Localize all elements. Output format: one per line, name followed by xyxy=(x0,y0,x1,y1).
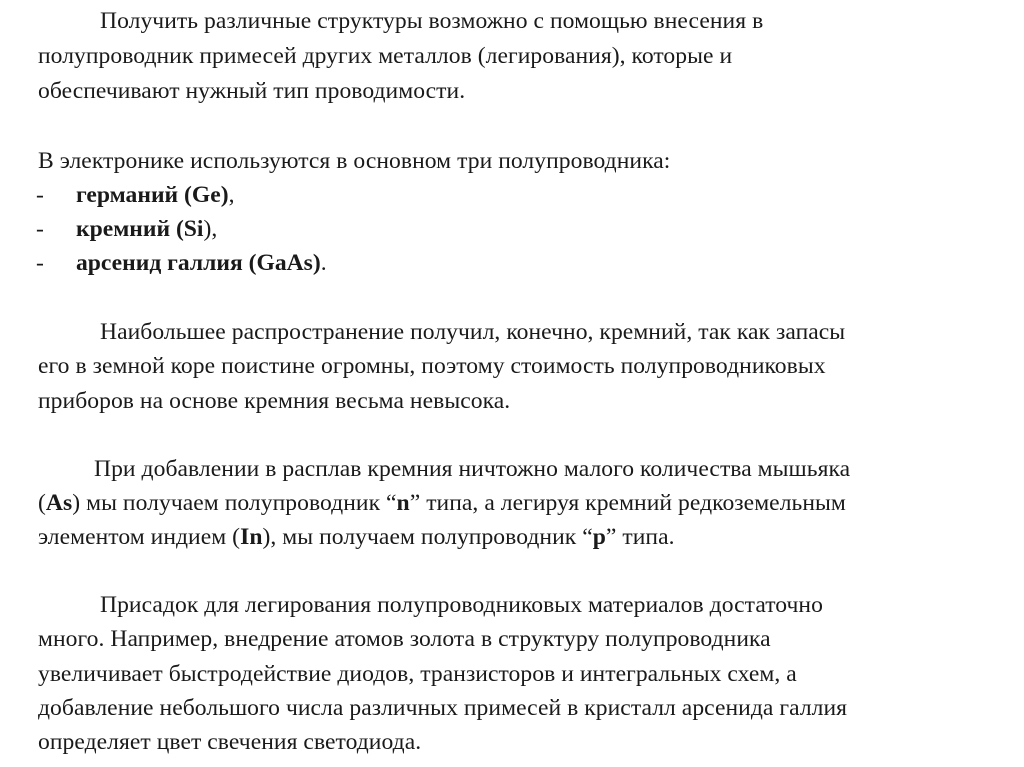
paragraph-4-line-3: увеличивает быстродействие диодов, транзисторов и интегральных схем, а xyxy=(38,661,797,687)
list-dash: - xyxy=(36,182,44,208)
list-item-gallium-arsenide xyxy=(76,248,327,278)
paragraph-4-line-1: Присадок для легирования полупроводниковых материалов достаточно xyxy=(100,592,823,618)
list-item-suffix: , xyxy=(228,182,235,208)
text-segment: элементом индием ( xyxy=(38,524,241,550)
paragraph-3-line-1: При добавлении в расплав кремния ничтожно малого количества мышьяка xyxy=(94,456,851,482)
indium-symbol: In xyxy=(240,524,263,550)
semiconductors-intro: В электронике используются в основном три полупроводника: xyxy=(38,148,671,174)
list-item-name: арсенид галлия (GaAs xyxy=(76,250,313,276)
paragraph-4-line-4: добавление небольшого числа различных примесей в кристалл арсенида галлия xyxy=(38,695,848,721)
paragraph-1-line-1: Получить различные структуры возможно с помощью внесения в xyxy=(100,8,764,34)
paragraph-1-line-3: обеспечивают нужный тип проводимости. xyxy=(38,78,466,104)
list-item-germanium xyxy=(76,180,234,210)
list-item-close: ) xyxy=(312,250,321,276)
list-item-suffix: . xyxy=(320,250,327,276)
text-open-paren: ( xyxy=(38,490,46,516)
text-segment: ” типа. xyxy=(605,524,675,550)
list-item-silicon xyxy=(76,214,217,244)
text-segment: ), мы получаем полупроводник “ xyxy=(262,524,593,550)
arsenic-symbol: As xyxy=(45,490,73,516)
paragraph-3-line-2 xyxy=(38,488,846,518)
list-dash: - xyxy=(36,216,44,242)
text-segment: ) мы получаем полупроводник “ xyxy=(72,490,397,516)
text-segment: ” типа, а легируя кремний редкоземельным xyxy=(409,490,846,516)
paragraph-2-line-3: приборов на основе кремния весьма невысока. xyxy=(38,388,511,414)
paragraph-4-line-2: много. Например, внедрение атомов золота в структуру полупроводника xyxy=(38,626,771,652)
paragraph-2-line-2: его в земной коре поистине огромны, поэтому стоимость полупроводниковых xyxy=(38,353,826,379)
paragraph-2-line-1: Наибольшее распространение получил, конечно, кремний, так как запасы xyxy=(100,319,846,345)
paragraph-1-line-2: полупроводник примесей других металлов (легирования), которые и xyxy=(38,43,733,69)
list-item-suffix: , xyxy=(211,216,218,242)
list-dash: - xyxy=(36,250,44,276)
list-item-close: ) xyxy=(203,216,212,242)
n-type-letter: n xyxy=(396,490,410,516)
p-type-letter: p xyxy=(592,524,606,550)
list-item-name: германий (Ge xyxy=(76,182,221,208)
list-item-close: ) xyxy=(220,182,229,208)
paragraph-3-line-3 xyxy=(38,522,675,552)
list-item-name: кремний (Si xyxy=(76,216,204,242)
paragraph-4-line-5: определяет цвет свечения светодиода. xyxy=(38,729,422,755)
